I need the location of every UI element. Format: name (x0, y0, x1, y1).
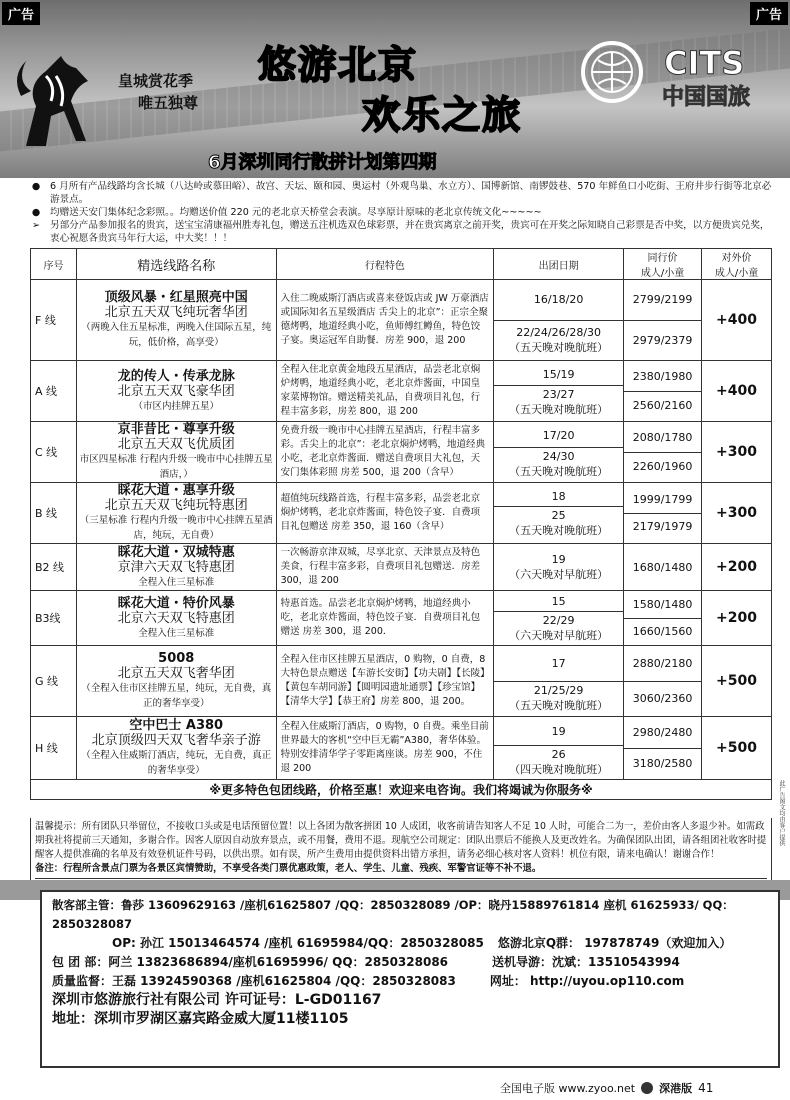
route-subtitle: 北京五天双飞奢华团 (117, 666, 235, 681)
page-footer (500, 1080, 713, 1096)
route-title: 龙的传人・传承龙脉 (117, 368, 235, 384)
route-title: 京非昔比・尊享升级 (117, 422, 235, 437)
tips-text: 温馨提示：所有团队只举留位，不接收口头或是电话预留位置！以上各团为散客拼团 10 人成团，收客前请告知客人不足 10 人时，可能合二为一，差价由客人多退少补。如需政期我社将提前三天通知，多谢合作。因客人原因自动放弃景点，或不用餐，费用不退。现航空公司规定：团队出票后不能换人及更改姓名。为确保团队出团，请各组团社收客时提醒客人提供准确的名单及有效登机证件号码，以供出票。如有误，所产生费用由提供资料出错方承担，请务必细心核对客人资料！机位有限，请来电确认！谢谢合作！ (35, 821, 767, 860)
peer-price: 2979/2379 (624, 320, 701, 361)
price-list (624, 591, 701, 645)
public-price: +400 (702, 361, 772, 422)
route-feature: 特惠首选。品尝老北京焖炉烤鸭，地道经典小吃，老北京炸酱面，特色饺子宴．自费项目礼包赠送 房差 300，退 200． (276, 591, 494, 646)
route-code: F 线 (31, 280, 77, 361)
slogan-1: 皇城赏花季 (118, 72, 194, 90)
date-list (494, 280, 623, 360)
price-list (624, 280, 701, 360)
note-text: 另部分产品参加报名的贵宾，送宝宝清康福州胜寿礼包，赠送五注机选双色球彩票，并在贵宾离京之前开奖，贵宾可在开奖之际知晓自己彩票是否中奖，以方便贵宾兑奖，衷心祝愿各贵宾马年行大运，中大奖！！！ (50, 220, 770, 244)
edition-name: 深港版 (659, 1082, 693, 1095)
peer-price: 1580/1480 (632, 597, 693, 611)
contact-line-1: 散客部主管：鲁莎 13609629163 /座机61625807 /QQ：2850328089 /OP：晓丹15889761814 座机 61625933/ QQ：2850328087 (52, 898, 734, 931)
departure-date: 15 (551, 594, 566, 608)
route-code: B2 线 (31, 544, 77, 591)
peer-price: 2260/1960 (624, 452, 701, 482)
public-price: +400 (702, 280, 772, 361)
route-desc: 全程入住三星标准 (138, 576, 215, 588)
route-code: A 线 (31, 361, 77, 422)
slogan-2: 唯五独尊 (138, 94, 199, 112)
route-desc: （三星标准 行程内升级一晚市中心挂牌五星酒店，纯玩，无自费） (79, 515, 273, 541)
route-feature: 一次畅游京津双城，尽享北京、天津景点及特色美食，行程丰富多彩，自费项目礼包赠送．房差 300，退 200 (276, 544, 494, 591)
route-code: G 线 (31, 646, 77, 717)
col-peer: 同行价 成人/小童 (624, 249, 702, 280)
route-subtitle: 北京五天双飞纯玩特惠团 (104, 498, 248, 513)
departure-date: 19 (551, 724, 566, 738)
note-text: 均赠送天安门集体纪念彩照。。均赠送价值 220 元的老北京天桥堂会表演。尽享原计原味的老北京传统文化~~~~~ (50, 207, 542, 218)
price-list (624, 547, 701, 587)
bullet-icon: ● (31, 181, 41, 192)
date-list (494, 646, 623, 716)
company-name: 深圳市悠游旅行社有限公司 许可证号：L-GD01167 (52, 992, 382, 1008)
ad-tag-left: 广告 (2, 2, 40, 25)
route-name (76, 422, 276, 483)
banner (0, 0, 790, 178)
departure-date: 23/27 （五天晚对晚航班） (494, 385, 623, 419)
horse-logo-icon (6, 46, 102, 156)
col-no: 序号 (31, 249, 77, 280)
route-title: 空中巴士 A380 (129, 718, 224, 733)
departure-date: 25 （五天晚对晚航班） (494, 506, 623, 540)
route-subtitle: 北京顶级四天双飞奢华亲子游 (91, 733, 261, 748)
company-address: 地址：深圳市罗湖区嘉宾路金威大厦11楼1105 (52, 1011, 349, 1027)
col-feature: 行程特色 (276, 249, 494, 280)
table-row (31, 361, 772, 422)
peer-price: 2980/2480 (632, 725, 693, 739)
route-code: H 线 (31, 717, 77, 780)
ad-tag-right: 广告 (750, 2, 788, 25)
site-url: 全国电子版 www.zyoo.net (500, 1082, 636, 1095)
route-name (76, 361, 276, 422)
departure-date: 19 （六天晚对早航班） (509, 552, 609, 581)
date-list (494, 423, 623, 481)
route-title: 5008 (158, 651, 195, 666)
contact-box (40, 890, 780, 1068)
more-routes-text: ※更多特色包团线路，价格至惠！欢迎来电咨询。我们将竭诚为你服务※ (31, 780, 772, 800)
contact-guide: 送机导游：沈斌：13510543994 (492, 955, 680, 969)
bullet-icon: ● (31, 207, 41, 218)
route-name (76, 717, 276, 780)
contact-group-dept: 包 团 部：阿兰 13823686894/座机61695996/ QQ：2850328086 (52, 955, 449, 969)
note-item (30, 180, 772, 206)
peer-price: 1999/1799 (632, 492, 693, 506)
price-list (624, 423, 701, 481)
route-table (30, 248, 772, 800)
tips-note: 备注：行程所含景点门票为各景区宾情赞助，不享受各类门票优惠政策，老人、学生、儿童、残疾、军警官证等不补不退。 (35, 863, 542, 874)
route-desc: （全程入住威斯汀酒店，纯玩，无自费，真正的奢华享受） (81, 750, 272, 776)
departure-date: 21/25/29 （五天晚对晚航班） (494, 681, 623, 717)
departure-date: 17 (551, 656, 566, 670)
departure-date: 16/18/20 (533, 293, 584, 307)
route-title: 睬花大道・惠享升级 (117, 483, 235, 498)
table-row (31, 422, 772, 483)
date-list (494, 591, 623, 645)
edition-icon (641, 1082, 653, 1094)
route-desc: （市区内挂牌五星） (133, 400, 219, 412)
date-list (494, 486, 623, 540)
route-title: 顶级风暴・红星照亮中国 (104, 290, 248, 305)
peer-price: 2560/2160 (624, 391, 701, 420)
price-list (624, 646, 701, 716)
route-subtitle: 北京五天双飞优质团 (117, 437, 235, 452)
route-subtitle: 北京六天双飞特惠团 (117, 610, 235, 626)
page-number: 41 (698, 1081, 714, 1095)
route-code: C 线 (31, 422, 77, 483)
route-subtitle: 北京五天双飞豪华团 (117, 383, 235, 399)
route-feature: 全程入住威斯汀酒店，0 购物，0 自费。乘坐目前世界最大的客机“空中巨无霸”A380，奢华体验。特别安排清华学子零距离座谈。房差 900，不住退 200 (276, 717, 494, 780)
public-price: +200 (702, 591, 772, 646)
table-row (31, 483, 772, 544)
departure-date: 24/30 （五天晚对晚航班） (494, 447, 623, 481)
route-desc: （两晚入住五星标准，两晚入住国际五星，纯玩，低价格，高享受） (81, 322, 272, 348)
departure-date: 17/20 (542, 428, 575, 442)
cits-globe-logo-icon (580, 40, 644, 104)
route-desc: （全程入住市区挂牌五星，纯玩，无自费，真正的奢华享受） (81, 683, 272, 709)
peer-price: 3180/2580 (624, 748, 701, 780)
table-row (31, 646, 772, 717)
peer-price: 2880/2180 (632, 656, 693, 670)
col-date: 出团日期 (494, 249, 624, 280)
price-list (624, 486, 701, 540)
route-feature: 超值纯玩线路首选，行程丰富多彩，品尝老北京焖炉烤鸭，老北京炸酱面，特色饺子宴．自费项目礼包赠送 房差 350，退 160（含早） (276, 483, 494, 544)
public-price: +300 (702, 483, 772, 544)
departure-date: 22/24/26/28/30 （五天晚对晚航班） (494, 320, 623, 361)
route-desc: 全程入住三星标准 (138, 627, 215, 639)
col-route: 精选线路名称 (76, 249, 276, 280)
route-subtitle: 京津六天双飞特惠团 (117, 559, 235, 575)
route-feature: 入住二晚威斯汀酒店或喜来登饭店或 JW 万豪酒店或国际知名五星级酒店 舌尖上的北京”：正宗全聚德烤鸭，地道经典小吃，鱼师傅红鳟鱼，特色饺子宴。奥运冠军自助餐．房差 900，退 200 (276, 280, 494, 361)
peer-price: 2380/1980 (632, 370, 693, 384)
side-disclaimer: 此广告图文均由客户提供 (778, 780, 785, 846)
plan-subtitle: 6月深圳同行散拼计划第四期 (208, 152, 437, 173)
peer-price: 2179/1979 (624, 513, 701, 541)
note-text: 6 月所有产品线路均含长城（八达岭或慕田峪）、故宫、天坛、颐和园、奥运村（外观鸟巢、水立方）、国博新馆、南锣鼓巷、570 年鲜鱼口小吃街、王府井步行街等北京必游景点。 (50, 181, 772, 205)
route-feature: 全程入住北京黄金地段五星酒店，品尝老北京焖炉烤鸭，地道经典小吃，老北京炸酱面，中国皇家菜博物馆。赠送精美礼品，自费项目礼包，行程丰富多彩，房差 800，退 200 (276, 361, 494, 422)
contact-qq-group: 悠游北京Q群： 197878749（欢迎加入） (497, 936, 732, 950)
route-name (76, 280, 276, 361)
bullet-icon: ➢ (31, 220, 41, 231)
route-code: B3线 (31, 591, 77, 646)
public-price: +500 (702, 646, 772, 717)
table-row (31, 280, 772, 361)
date-list (494, 717, 623, 779)
price-list (624, 717, 701, 779)
departure-date: 26 （四天晚对晚航班） (494, 745, 623, 779)
route-name (76, 646, 276, 717)
departure-date: 22/29 （六天晚对早航班） (494, 611, 623, 645)
title-main: 悠游北京 (258, 43, 419, 87)
website-link[interactable]: 网址： http://uyou.op110.com (489, 974, 685, 988)
note-item (30, 206, 772, 219)
title-sub: 欢乐之旅 (362, 93, 523, 137)
cits-brand-cn: 中国国旅 (662, 85, 751, 110)
route-title: 睬花大道・特价风暴 (117, 595, 235, 611)
route-title: 睬花大道・双城特惠 (117, 544, 235, 560)
price-list (624, 363, 701, 419)
route-desc: 市区四星标准 行程内升级一晚市中心挂牌五星酒店，） (79, 454, 273, 480)
contact-quality: 质量监督：王磊 13924590368 /座机61625804 /QQ：2850328083 (52, 974, 456, 988)
date-list (494, 547, 623, 587)
peer-price: 3060/2360 (624, 681, 701, 717)
notes-list (30, 180, 772, 245)
route-name (76, 591, 276, 646)
route-feature: 全程入住市区挂牌五星酒店，0 购物，0 自费，8 大特色景点赠送【车游长安街】【功夫剧】【长陵】【黄包车胡同游】【圆明园遗址通票】【珍宝馆】【清华大学】【恭王府】房差 800，退 200。 (276, 646, 494, 717)
table-row (31, 591, 772, 646)
route-name (76, 483, 276, 544)
note-item (30, 219, 772, 245)
peer-price: 2799/2199 (632, 293, 693, 307)
contact-op: OP: 孙江 15013464574 /座机 61695984/QQ：2850328085 (112, 936, 484, 950)
public-price: +500 (702, 717, 772, 780)
peer-price: 1680/1480 (632, 560, 693, 574)
peer-price: 2080/1780 (632, 430, 693, 444)
table-row (31, 717, 772, 780)
public-price: +300 (702, 422, 772, 483)
route-subtitle: 北京五天双飞纯玩奢华团 (104, 305, 248, 320)
route-code: B 线 (31, 483, 77, 544)
table-header-row (31, 249, 772, 280)
peer-price: 1660/1560 (624, 618, 701, 646)
col-out: 对外价 成人/小童 (702, 249, 772, 280)
departure-date: 18 (551, 489, 566, 503)
route-name (76, 544, 276, 591)
route-feature: 免费升级一晚市中心挂牌五星酒店，行程丰富多彩。舌尖上的北京”：老北京焖炉烤鸭，地道经典小吃，老北京炸酱面．赠送自费项目大礼包，天安门集体彩照 房差 500，退 200（含早） (276, 422, 494, 483)
cits-brand-en: CITS (664, 44, 745, 82)
departure-date: 15/19 (542, 367, 575, 381)
date-list (494, 363, 623, 419)
more-routes-row (31, 780, 772, 800)
public-price: +200 (702, 544, 772, 591)
table-row (31, 544, 772, 591)
